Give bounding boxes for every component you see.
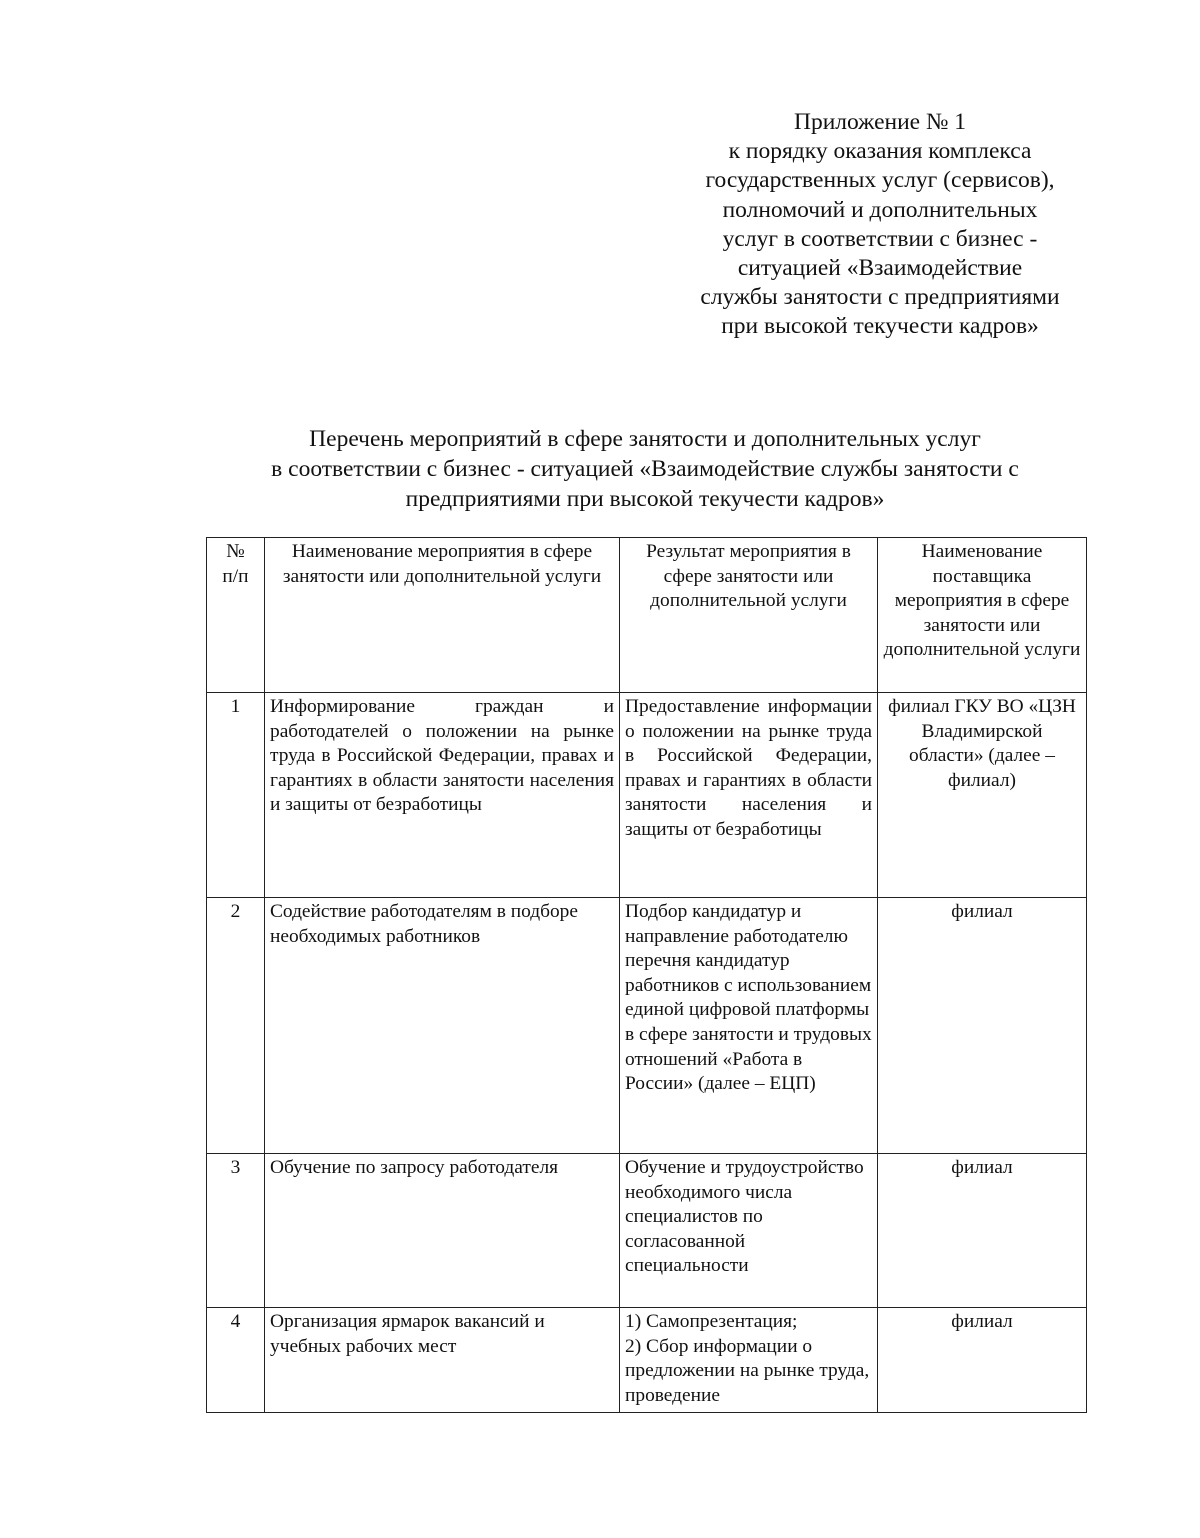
- row-provider: филиал: [878, 898, 1087, 1154]
- appendix-line: полномочий и дополнительных: [722, 196, 1038, 223]
- appendix-line: Приложение № 1: [793, 109, 967, 135]
- appendix-caption: [640, 108, 1120, 342]
- row-event-name: Содействие работодателям в подборе необходимых работников: [265, 898, 620, 1154]
- row-provider: филиал: [878, 1154, 1087, 1308]
- row-event-name: Информирование граждан и работодателей о положении на рынке труда в Российской Федерации, правах и гарантиях в области занятости населения и защиты от безработицы: [265, 693, 620, 898]
- table-row: [207, 1308, 1087, 1413]
- row-event-result: [620, 1308, 878, 1413]
- document-title: [150, 424, 1140, 514]
- title-line: предприятиями при высокой текучести кадров»: [405, 486, 885, 512]
- row-number: 2: [207, 898, 265, 1154]
- row-event-name: Организация ярмарок вакансий и учебных рабочих мест: [265, 1308, 620, 1413]
- appendix-line: к порядку оказания комплекса: [728, 138, 1032, 165]
- row-event-result: Обучение и трудоустройство необходимого числа специалистов по согласованной специальности: [620, 1154, 878, 1308]
- title-line: Перечень мероприятий в сфере занятости и дополнительных услуг: [309, 426, 981, 452]
- appendix-line: службы занятости с предприятиями: [700, 284, 1060, 311]
- table-row: [207, 1154, 1087, 1308]
- row-event-result: Предоставление информации о положении на рынке труда в Российской Федерации, правах и гарантиях в области занятости населения и защиты от безработицы: [620, 693, 878, 898]
- appendix-line: при высокой текучести кадров»: [721, 313, 1039, 340]
- header-event-result: Результат мероприятия в сфере занятости или дополнительной услуги: [620, 538, 878, 693]
- result-item: 1) Самопрезентация;: [625, 1311, 798, 1332]
- row-event-result: Подбор кандидатур и направление работодателю перечня кандидатур работников с использованием единой цифровой платформы в сфере занятости и трудовых отношений «Работа в России» (далее – ЕЦП): [620, 898, 878, 1154]
- header-number: [207, 538, 265, 693]
- table-header-row: [207, 538, 1087, 693]
- appendix-line: услуг в соответствии с бизнес -: [722, 225, 1038, 252]
- events-table: [206, 537, 1087, 1413]
- header-number-abbr: п/п: [222, 565, 249, 587]
- title-line: в соответствии с бизнес - ситуацией «Взаимодействие службы занятости с: [271, 456, 1019, 482]
- appendix-line: ситуацией «Взаимодействие: [737, 255, 1023, 282]
- row-provider: филиал: [878, 1308, 1087, 1413]
- row-number: 3: [207, 1154, 265, 1308]
- table-row: [207, 898, 1087, 1154]
- row-number: 1: [207, 693, 265, 898]
- result-item: 2) Сбор информации о предложении на рынке труда, проведение: [625, 1335, 870, 1406]
- row-provider: филиал ГКУ ВО «ЦЗН Владимирской области» (далее – филиал): [878, 693, 1087, 898]
- appendix-line: государственных услуг (сервисов),: [705, 167, 1055, 194]
- header-provider: Наименование поставщика мероприятия в сфере занятости или дополнительной услуги: [878, 538, 1087, 693]
- table-row: [207, 693, 1087, 898]
- header-number-symbol: №: [226, 541, 245, 562]
- row-number: 4: [207, 1308, 265, 1413]
- header-event-name: Наименование мероприятия в сфере занятости или дополнительной услуги: [265, 538, 620, 693]
- row-event-name: Обучение по запросу работодателя: [265, 1154, 620, 1308]
